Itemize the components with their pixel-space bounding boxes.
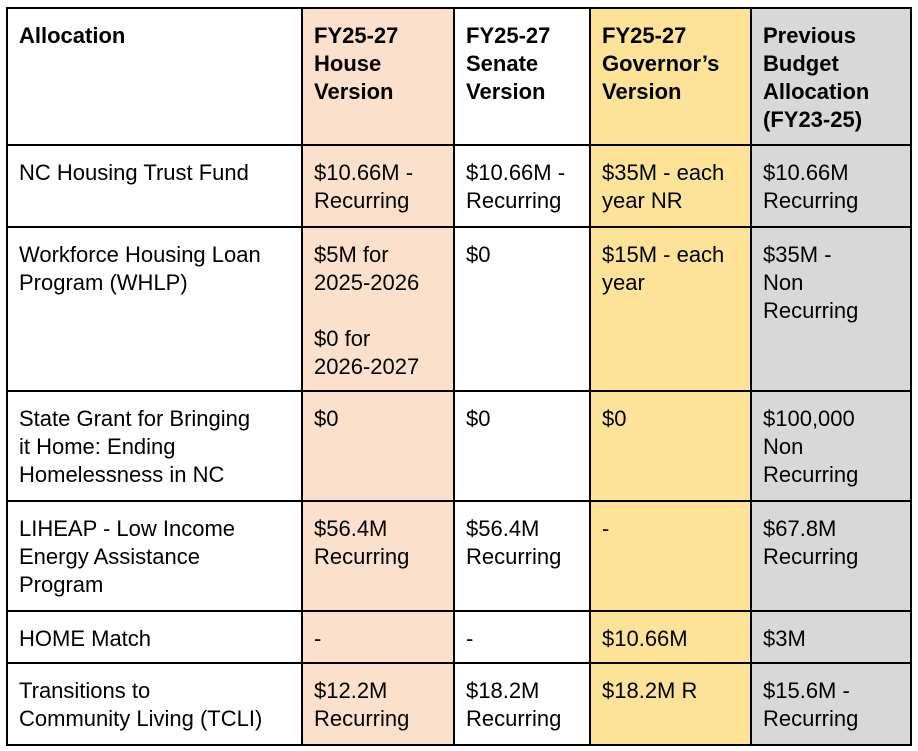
cell-previous	[751, 663, 911, 745]
header-text: FY25-27	[314, 23, 399, 48]
cell-text: Recurring	[466, 544, 562, 569]
cell-text: Community Living (TCLI)	[19, 706, 263, 731]
table-row	[7, 145, 911, 227]
cell-governor	[590, 391, 751, 501]
cell-text: year NR	[602, 188, 683, 213]
header-text: (FY23-25)	[763, 107, 863, 132]
header-text: Governor’s	[602, 51, 720, 76]
cell-text: -	[466, 626, 474, 651]
cell-senate	[454, 663, 590, 745]
cell-text: 2025-2026	[314, 270, 420, 295]
cell-governor	[590, 663, 751, 745]
header-text: Allocation	[19, 23, 126, 48]
header-text: Allocation	[763, 79, 870, 104]
cell-text: Program (WHLP)	[19, 270, 188, 295]
cell-text: Recurring	[763, 706, 859, 731]
cell-text: year	[602, 270, 645, 295]
cell-text: $10.66M -	[314, 160, 414, 185]
cell-allocation	[7, 663, 302, 745]
cell-text: $56.4M	[466, 516, 540, 541]
cell-previous	[751, 391, 911, 501]
cell-previous	[751, 145, 911, 227]
header-text: Version	[602, 79, 682, 104]
table-row	[7, 501, 911, 611]
cell-text: Recurring	[763, 462, 859, 487]
cell-text: Recurring	[314, 188, 410, 213]
budget-allocation-table	[6, 7, 912, 746]
cell-text: LIHEAP - Low Income	[19, 516, 236, 541]
table-row	[7, 663, 911, 745]
cell-text: Homelessness in NC	[19, 462, 225, 487]
cell-senate	[454, 145, 590, 227]
cell-text: Recurring	[466, 706, 562, 731]
cell-house	[302, 663, 454, 745]
cell-text: Recurring	[763, 298, 859, 323]
cell-text: Workforce Housing Loan	[19, 242, 261, 267]
cell-text: 2026-2027	[314, 354, 420, 379]
cell-text: $0	[466, 242, 491, 267]
cell-text: Energy Assistance	[19, 544, 200, 569]
table-row	[7, 391, 911, 501]
cell-text: $0	[314, 406, 339, 431]
cell-house	[302, 227, 454, 391]
header-text: Previous	[763, 23, 856, 48]
cell-previous	[751, 227, 911, 391]
cell-allocation	[7, 391, 302, 501]
cell-governor	[590, 501, 751, 611]
cell-senate	[454, 391, 590, 501]
cell-text: it Home: Ending	[19, 434, 176, 459]
header-allocation	[7, 8, 302, 145]
cell-text: $10.66M	[602, 626, 688, 651]
cell-allocation	[7, 611, 302, 663]
cell-text: $12.2M	[314, 678, 388, 703]
cell-text: Recurring	[314, 544, 410, 569]
cell-text: -	[602, 516, 610, 541]
cell-allocation	[7, 227, 302, 391]
cell-text: $0 for	[314, 326, 371, 351]
header-senate-version	[454, 8, 590, 145]
cell-text: $35M -	[763, 242, 832, 267]
cell-text: $10.66M -	[466, 160, 566, 185]
cell-text: Recurring	[466, 188, 562, 213]
cell-text: $15M - each	[602, 242, 725, 267]
header-house-version	[302, 8, 454, 145]
header-text: Senate	[466, 51, 539, 76]
cell-governor	[590, 145, 751, 227]
cell-text: HOME Match	[19, 626, 152, 651]
cell-house	[302, 611, 454, 663]
cell-text: $0	[466, 406, 491, 431]
cell-previous	[751, 611, 911, 663]
cell-text: $15.6M -	[763, 678, 850, 703]
table-row	[7, 611, 911, 663]
cell-text: $18.2M R	[602, 678, 698, 703]
cell-text: $18.2M	[466, 678, 540, 703]
cell-house	[302, 391, 454, 501]
header-text: Budget	[763, 51, 839, 76]
cell-senate	[454, 501, 590, 611]
cell-text: NC Housing Trust Fund	[19, 160, 249, 185]
cell-senate	[454, 227, 590, 391]
cell-text: $56.4M	[314, 516, 388, 541]
cell-house	[302, 145, 454, 227]
cell-text: -	[314, 626, 322, 651]
cell-text: State Grant for Bringing	[19, 406, 251, 431]
cell-text: Recurring	[763, 544, 859, 569]
cell-text: Recurring	[763, 188, 859, 213]
cell-text: $3M	[763, 626, 806, 651]
cell-text: Non	[763, 270, 804, 295]
cell-allocation	[7, 501, 302, 611]
cell-previous	[751, 501, 911, 611]
cell-text: $5M for	[314, 242, 389, 267]
cell-allocation	[7, 145, 302, 227]
cell-text: $10.66M	[763, 160, 849, 185]
header-text: FY25-27	[466, 23, 551, 48]
table-row	[7, 227, 911, 391]
cell-senate	[454, 611, 590, 663]
header-text: House	[314, 51, 382, 76]
cell-text: $0	[602, 406, 627, 431]
cell-text: Transitions to	[19, 678, 151, 703]
header-row	[7, 8, 911, 145]
header-text: Version	[314, 79, 394, 104]
cell-text: $67.8M	[763, 516, 837, 541]
cell-house	[302, 501, 454, 611]
cell-text: $100,000	[763, 406, 855, 431]
header-text: FY25-27	[602, 23, 687, 48]
cell-governor	[590, 611, 751, 663]
cell-text: Program	[19, 572, 104, 597]
header-previous-budget	[751, 8, 911, 145]
header-governor-version	[590, 8, 751, 145]
cell-text: Recurring	[314, 706, 410, 731]
cell-text: Non	[763, 434, 804, 459]
cell-text: $35M - each	[602, 160, 725, 185]
cell-governor	[590, 227, 751, 391]
header-text: Version	[466, 79, 546, 104]
